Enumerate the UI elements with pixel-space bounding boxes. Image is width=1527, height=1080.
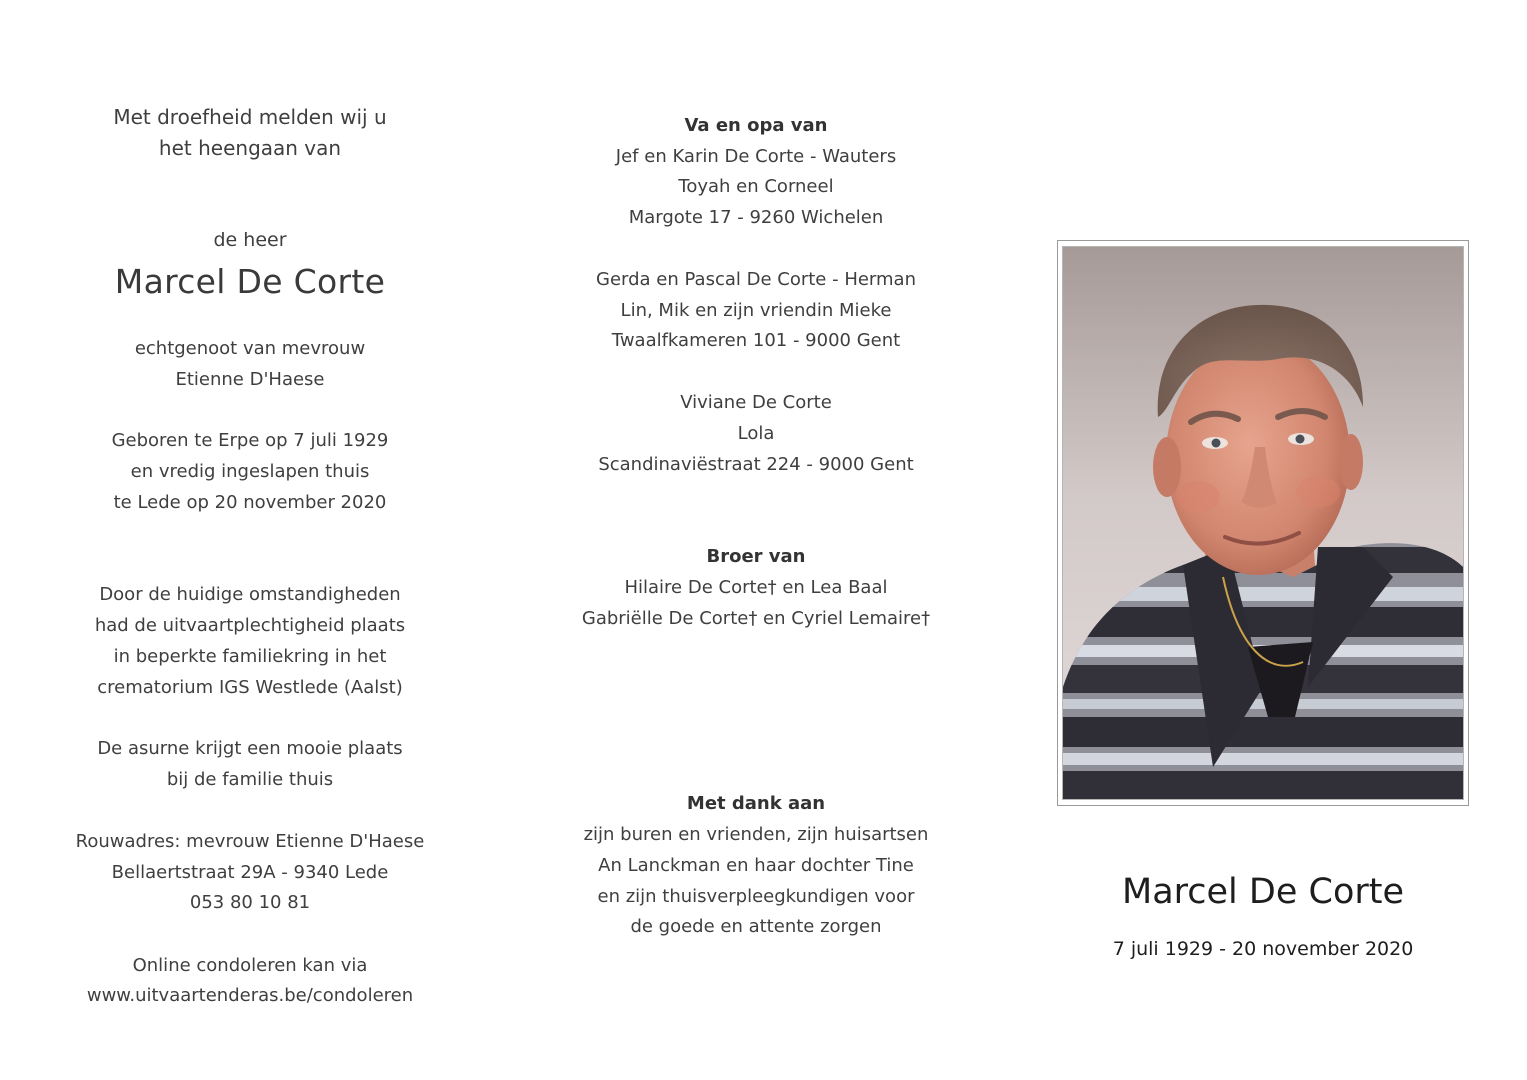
family-3-line-2: Lola [737, 423, 775, 444]
portrait-photo [1062, 246, 1464, 800]
family-2-line-2: Lin, Mik en zijn vriendin Mieke [620, 300, 892, 321]
sibling-line-1: Hilaire De Corte† en Lea Baal [624, 577, 888, 598]
deceased-name: Marcel De Corte [114, 262, 386, 301]
thanks-line-3: en zijn thuisverpleegkundigen voor [597, 886, 915, 907]
salutation: de heer [213, 229, 287, 251]
online-line-1: Online condoleren kan via [132, 955, 368, 976]
ceremony-line-3: in beperkte familiekring in het [113, 646, 387, 667]
family-2-line-3: Twaalfkameren 101 - 9000 Gent [611, 330, 901, 351]
family-3-line-3: Scandinaviëstraat 224 - 9000 Gent [598, 454, 914, 475]
urn-line-2: bij de familie thuis [166, 769, 334, 790]
family-3-line-1: Viviane De Corte [680, 392, 832, 413]
birth-line-3: te Lede op 20 november 2020 [113, 492, 387, 513]
ceremony-line-4: crematorium IGS Westlede (Aalst) [97, 677, 403, 698]
sibling-heading: Broer van [706, 546, 806, 567]
address-line-1: Rouwadres: mevrouw Etienne D'Haese [75, 831, 425, 852]
thanks-line-4: de goede en attente zorgen [630, 916, 882, 937]
portrait-frame [1057, 240, 1469, 806]
ceremony-line-2: had de uitvaartplechtigheid plaats [94, 615, 406, 636]
thanks-line-2: An Lanckman en haar dochter Tine [598, 855, 914, 876]
thanks-line-1: zijn buren en vrienden, zijn huisartsen [583, 824, 929, 845]
address-line-2: Bellaertstraat 29A - 9340 Lede [111, 862, 389, 883]
family-2-line-1: Gerda en Pascal De Corte - Herman [596, 269, 916, 290]
birth-line-1: Geboren te Erpe op 7 juli 1929 [111, 430, 389, 451]
birth-line-2: en vredig ingeslapen thuis [130, 461, 370, 482]
front-dates: 7 juli 1929 - 20 november 2020 [1112, 938, 1414, 960]
left-column [70, 0, 430, 1080]
urn-line-1: De asurne krijgt een mooie plaats [97, 738, 403, 759]
intro-line-2: het heengaan van [158, 136, 342, 160]
thanks-heading: Met dank aan [686, 793, 826, 814]
family-1-line-3: Margote 17 - 9260 Wichelen [628, 207, 884, 228]
family-heading: Va en opa van [684, 115, 828, 136]
front-name: Marcel De Corte [1122, 872, 1404, 912]
ceremony-line-1: Door de huidige omstandigheden [99, 584, 401, 605]
phone-number: 053 80 10 81 [189, 892, 311, 913]
family-1-line-2: Toyah en Corneel [678, 176, 834, 197]
spouse-line-1: echtgenoot van mevrouw [134, 338, 366, 359]
spouse-line-2: Etienne D'Haese [175, 369, 325, 390]
sibling-line-2: Gabriëlle De Corte† en Cyriel Lemaire† [581, 608, 931, 629]
middle-column [556, 0, 956, 1080]
condolence-link[interactable]: www.uitvaartenderas.be/condoleren [86, 985, 414, 1006]
intro-line-1: Met droefheid melden wij u [113, 105, 387, 129]
family-1-line-1: Jef en Karin De Corte - Wauters [615, 146, 897, 167]
